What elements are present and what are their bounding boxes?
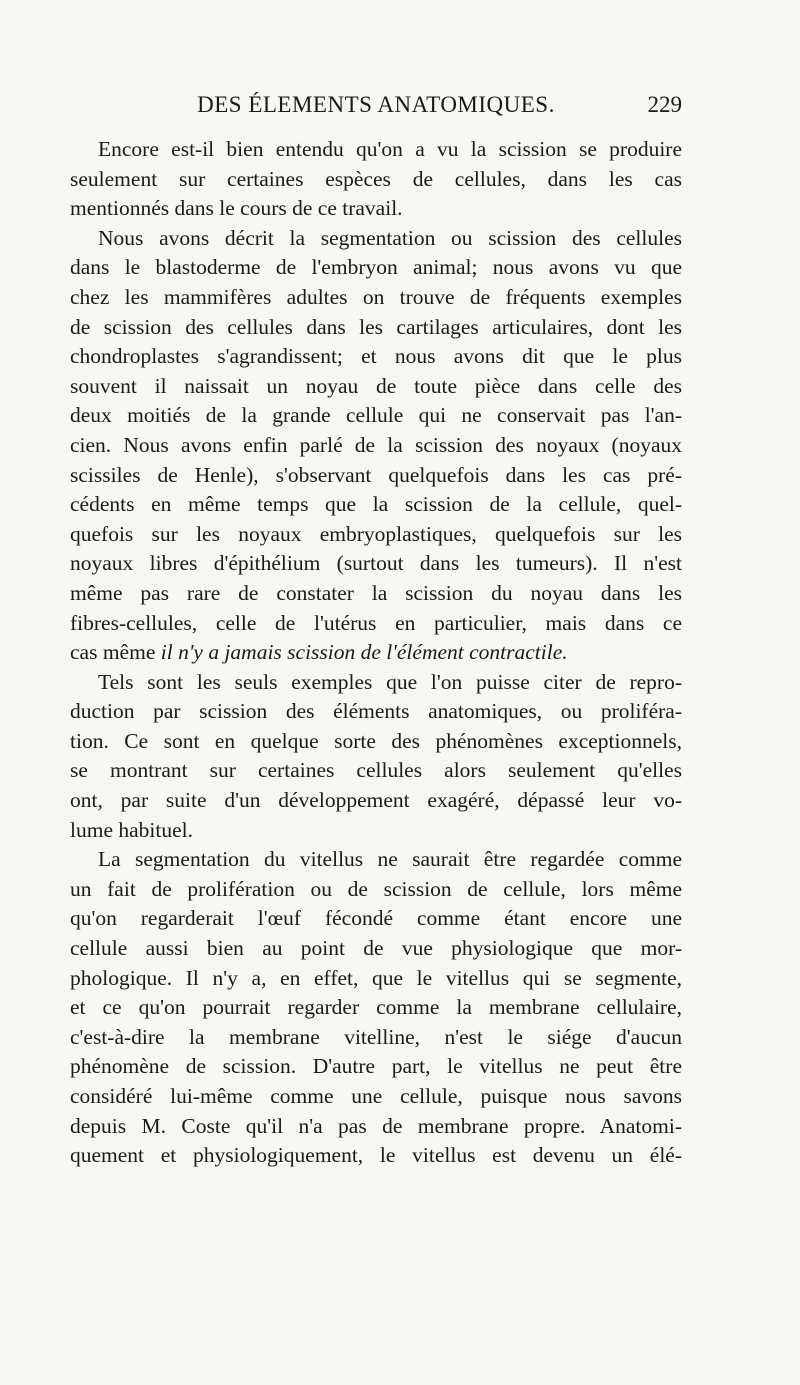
text-line: mentionnés dans le cours de ce travail. xyxy=(70,196,403,221)
text-line: Tels sont les seuls exemples que l'on puisse citer de repro- xyxy=(98,669,682,694)
text-line: depuis M. Coste qu'il n'a pas de membrane propre. Anatomi- xyxy=(70,1113,682,1138)
text-line: phénomène de scission. D'autre part, le vitellus ne peut être xyxy=(70,1054,682,1079)
text-line: Encore est-il bien entendu qu'on a vu la scission se produire xyxy=(98,137,682,161)
text-line: tion. Ce sont en quelque sorte des phénomènes exceptionnels, xyxy=(70,728,682,753)
text-line: c'est-à-dire la membrane vitelline, n'est le siége d'aucun xyxy=(70,1024,682,1049)
page-number: 229 xyxy=(647,92,682,117)
text-span: cas même xyxy=(70,640,156,665)
italic-phrase: il n'y a jamais scission de l'élément contractile. xyxy=(160,640,568,665)
text-line: noyaux libres d'épithélium (surtout dans les tumeurs). Il n'est xyxy=(70,551,682,576)
text-line: duction par scission des éléments anatomiques, ou proliféra- xyxy=(70,699,682,724)
text-line: se montrant sur certaines cellules alors seulement qu'elles xyxy=(70,758,682,783)
text-line: cédents en même temps que la scission de la cellule, quel- xyxy=(70,492,682,517)
text-line: cien. Nous avons enfin parlé de la scission des noyaux (noyaux xyxy=(70,432,682,457)
text-line: ont, par suite d'un développement exagéré, dépassé leur vo- xyxy=(70,788,682,813)
text-line xyxy=(70,638,682,668)
text-line: un fait de prolifération ou de scission de cellule, lors même xyxy=(70,876,682,901)
text-line: même pas rare de constater la scission du noyau dans les xyxy=(70,580,682,605)
text-line: souvent il naissait un noyau de toute pièce dans celle des xyxy=(70,373,682,398)
text-line: quement et physiologiquement, le vitellus est devenu un élé- xyxy=(70,1143,682,1168)
text-line: dans le blastoderme de l'embryon animal; nous avons vu que xyxy=(70,255,682,280)
text-line: La segmentation du vitellus ne saurait être regardée comme xyxy=(98,847,682,872)
text-line: seulement sur certaines espèces de cellules, dans les cas xyxy=(70,166,682,191)
text-line: fibres-cellules, celle de l'utérus en particulier, mais dans ce xyxy=(70,610,682,635)
text-line: phologique. Il n'y a, en effet, que le vitellus qui se segmente, xyxy=(70,965,682,990)
text-line: considéré lui-même comme une cellule, puisque nous savons xyxy=(70,1084,682,1108)
text-line: Nous avons décrit la segmentation ou scission des cellules xyxy=(98,225,682,250)
page-header xyxy=(70,88,682,122)
text-line: quefois sur les noyaux embryoplastiques, quelquefois sur les xyxy=(70,521,682,546)
text-line: de scission des cellules dans les cartilages articulaires, dont les xyxy=(70,314,682,339)
text-line: lume habituel. xyxy=(70,817,193,842)
body-text xyxy=(70,135,682,1171)
text-line: chez les mammifères adultes on trouve de fréquents exemples xyxy=(70,284,682,309)
text-line: deux moitiés de la grande cellule qui ne conservait pas l'an- xyxy=(70,403,682,428)
text-line: chondroplastes s'agrandissent; et nous avons dit que le plus xyxy=(70,344,682,369)
text-line: et ce qu'on pourrait regarder comme la membrane cellulaire, xyxy=(70,995,682,1020)
text-line: scissiles de Henle), s'observant quelquefois dans les cas pré- xyxy=(70,462,682,487)
text-line: qu'on regarderait l'œuf fécondé comme étant encore une xyxy=(70,906,682,931)
running-head: DES ÉLEMENTS ANATOMIQUES. xyxy=(197,92,555,117)
text-line: cellule aussi bien au point de vue physiologique que mor- xyxy=(70,936,682,961)
